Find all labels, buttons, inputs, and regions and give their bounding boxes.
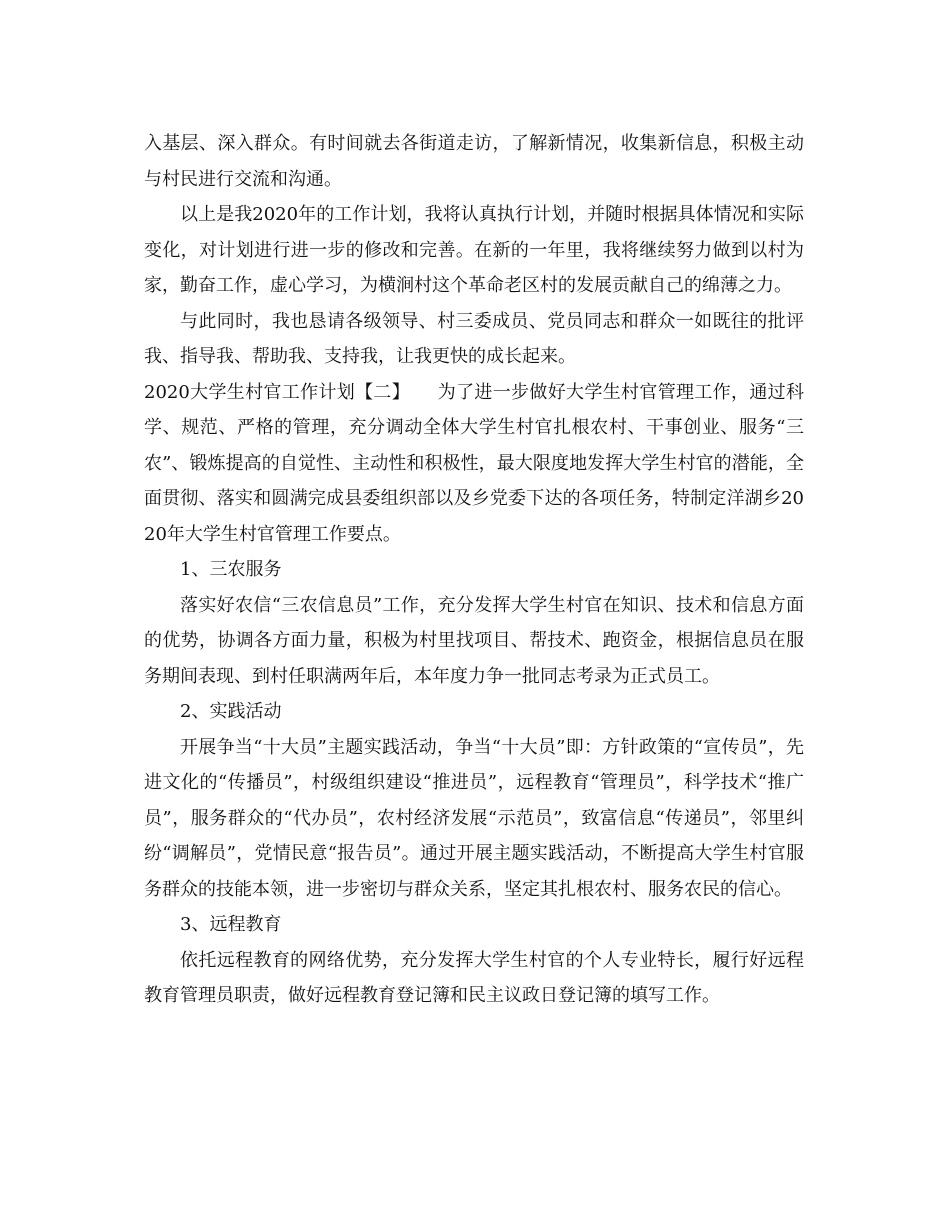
paragraph-remote-education: 依托远程教育的网络优势，充分发挥大学生村官的个人专业特长，履行好远程教育管理员职责，做好远程教育登记簿和民主议政日登记簿的填写工作。 [144,949,804,1006]
document-body [144,126,804,1014]
paragraph-plan-two-intro: 2020大学生村官工作计划【二】 为了进一步做好大学生村官管理工作，通过科学、规范、严格的管理，充分调动全体大学生村官扎根农村、干事创业、服务“三农”、锻炼提高的自觉性、主动性和积极性，最大限度地发挥大学生村官的潜能，全面贯彻、落实和圆满完成县委组织部以及乡党委下达的各项任务，特制定洋湖乡2020年大学生村官管理工作要点。 [144,381,804,545]
paragraph-continuation: 入基层、深入群众。有时间就去各街道走访，了解新情况，收集新信息，积极主动与村民进行交流和沟通。 [144,133,804,190]
paragraph-sannong: 落实好农信“三农信息员”工作，充分发挥大学生村官在知识、技术和信息方面的优势，协调各方面力量，积极为村里找项目、帮技术、跑资金，根据信息员在服务期间表现、到村任职满两年后，本年度力争一批同志考录为正式员工。 [144,594,804,687]
section-heading-remote-education: 3、远程教育 [180,914,282,935]
paragraph-plan-summary: 以上是我2020年的工作计划，我将认真执行计划，并随时根据具体情况和实际变化，对计划进行进一步的修改和完善。在新的一年里，我将继续努力做到以村为家，勤奋工作，虚心学习，为横涧村这个革命老区村的发展贡献自己的绵薄之力。 [144,204,804,296]
section-heading-practice: 2、实践活动 [180,701,282,722]
section-heading-sannong: 1、三农服务 [180,559,282,580]
paragraph-practice: 开展争当“十大员”主题实践活动，争当“十大员”即：方针政策的“宣传员”，先进文化的“传播员”，村级组织建设“推进员”，远程教育“管理员”，科学技术“推广员”，服务群众的“代办员”，农村经济发展“示范员”，致富信息“传递员”，邻里纠纷“调解员”，党情民意“报告员”。通过开展主题实践活动，不断提高大学生村官服务群众的技能本领，进一步密切与群众关系，坚定其扎根农村、服务农民的信心。 [144,736,804,900]
paragraph-request: 与此同时，我也恳请各级领导、村三委成员、党员同志和群众一如既往的批评我、指导我、帮助我、支持我，让我更快的成长起来。 [144,310,804,367]
